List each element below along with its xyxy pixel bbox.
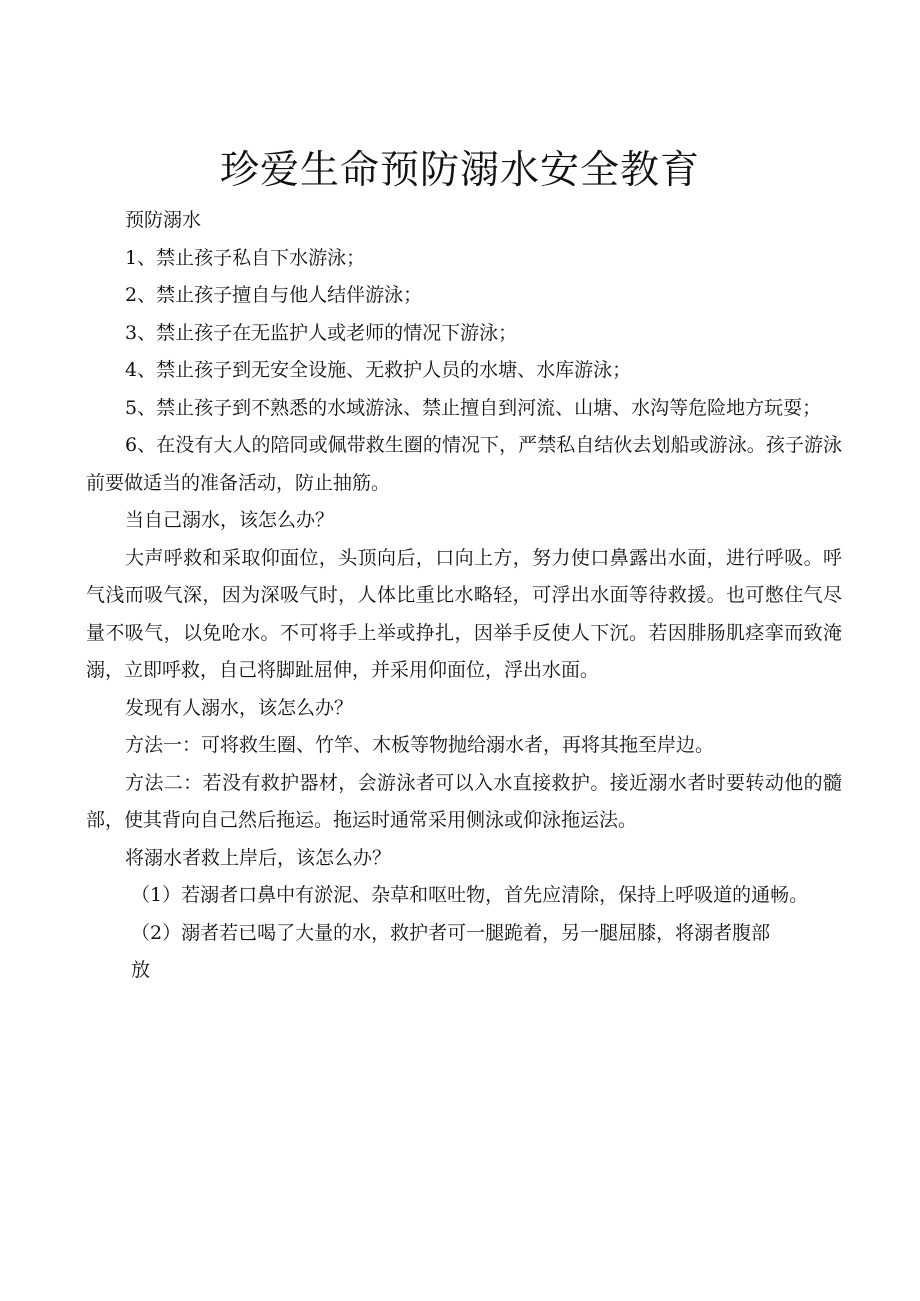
rule-item-4: 4、禁止孩子到无安全设施、无救护人员的水塘、水库游泳；: [125, 359, 632, 381]
after-rescue-step-2-continuation: 放: [131, 959, 151, 981]
self-drowning-paragraph: 大声呼救和采取仰面位，头顶向后，口向上方，努力使口鼻露出水面，进行呼吸。呼气浅而吸气深，因为深吸气时，人体比重比水略轻，可浮出水面等待救援。也可憋住气尽量不吸气，以免呛水。不可将手上举或挣扎，因举手反使人下沉。若因腓肠肌痉挛而致淹溺，立即呼救，自己将脚趾屈伸，并采用仰面位，浮出水面。: [86, 546, 842, 681]
rule-item-5: 5、禁止孩子到不熟悉的水域游泳、禁止擅自到河流、山塘、水沟等危险地方玩耍；: [125, 396, 822, 419]
rule-item-3: 3、禁止孩子在无监护人或老师的情况下游泳；: [125, 321, 518, 344]
after-rescue-step-2: （2）溺者若已喝了大量的水，救护者可一腿跪着，另一腿屈膝，将溺者腹部: [131, 921, 771, 944]
section-heading-rescue: 发现有人溺水，该怎么办？: [125, 696, 354, 719]
document-title: 珍爱生命预防溺水安全教育: [219, 148, 700, 193]
section-heading-after-rescue: 将溺水者救上岸后，该怎么办？: [125, 846, 392, 869]
document-body: [86, 202, 842, 990]
rule-item-6: 6、在没有大人的陪同或佩带救生圈的情况下，严禁私自结伙去划船或游泳。孩子游泳前要做适当的准备活动，防止抽筋。: [86, 434, 842, 494]
after-rescue-step-1: （1）若溺者口鼻中有淤泥、杂草和呕吐物，首先应清除，保持上呼吸道的通畅。: [131, 884, 809, 906]
section-heading-prevention: 预防溺水: [125, 209, 202, 231]
rescue-method-1: 方法一：可将救生圈、竹竿、木板等物抛给溺水者，再将其拖至岸边。: [125, 734, 715, 756]
rule-item-1: 1、禁止孩子私自下水游泳；: [125, 246, 366, 269]
section-heading-self-drowning: 当自己溺水，该怎么办？: [125, 509, 335, 531]
rule-item-2: 2、禁止孩子擅自与他人结伴游泳；: [125, 284, 423, 306]
rescue-method-2: 方法二：若没有救护器材，会游泳者可以入水直接救护。接近溺水者时要转动他的髓部，使其背向自己然后拖运。拖运时通常采用侧泳或仰泳拖运法。: [86, 771, 842, 831]
